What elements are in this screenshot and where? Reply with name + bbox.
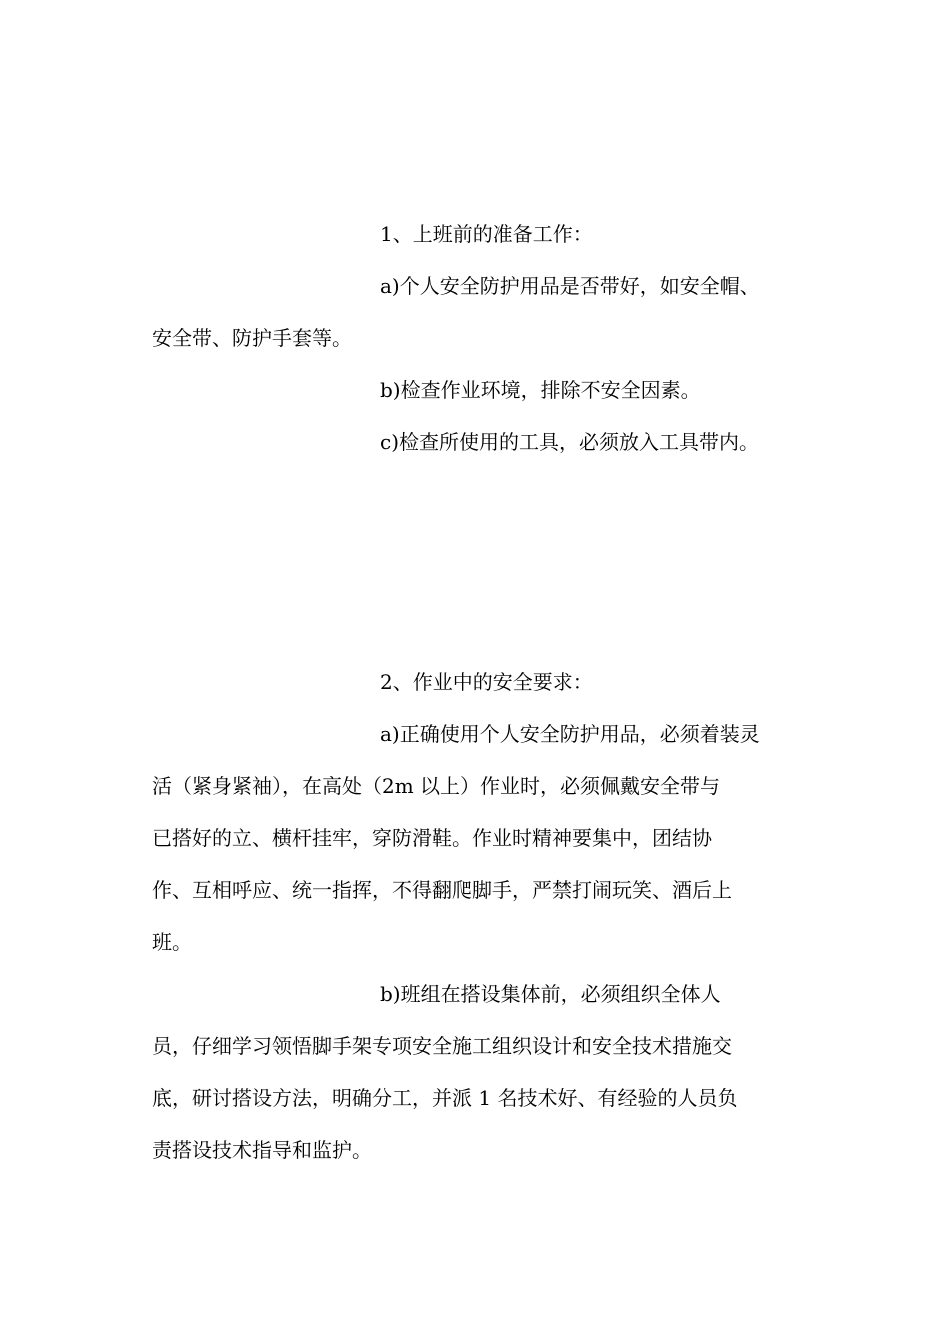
section2-item-a-line3: 已搭好的立、横杆挂牢，穿防滑鞋。作业时精神要集中，团结协 [152, 826, 712, 850]
section2-item-b-line4: 责搭设技术指导和监护。 [152, 1138, 372, 1162]
section1-item-b: b)检查作业环境，排除不安全因素。 [380, 378, 701, 402]
section2-item-a-line4: 作、互相呼应、统一指挥，不得翻爬脚手，严禁打闹玩笑、酒后上 [152, 878, 732, 902]
section2-item-b-line3: 底，研讨搭设方法，明确分工，并派 1 名技术好、有经验的人员负 [152, 1086, 738, 1110]
section1-item-a-line1: a)个人安全防护用品是否带好，如安全帽、 [380, 274, 760, 298]
section2-item-b-line1: b)班组在搭设集体前，必须组织全体人 [380, 982, 721, 1006]
section2-heading: 2、作业中的安全要求： [380, 670, 593, 694]
section2-item-a-line2: 活（紧身紧袖），在高处（2m 以上）作业时，必须佩戴安全带与 [152, 774, 721, 798]
section1-item-a-line2: 安全带、防护手套等。 [152, 326, 352, 350]
section2-item-b-line2: 员，仔细学习领悟脚手架专项安全施工组织设计和安全技术措施交 [152, 1034, 732, 1058]
section2-item-a-line5: 班。 [152, 930, 192, 954]
section2-item-a-line1: a)正确使用个人安全防护用品，必须着装灵 [380, 722, 760, 746]
section1-heading: 1、上班前的准备工作： [380, 222, 593, 246]
section1-item-c: c)检查所使用的工具，必须放入工具带内。 [380, 430, 760, 454]
